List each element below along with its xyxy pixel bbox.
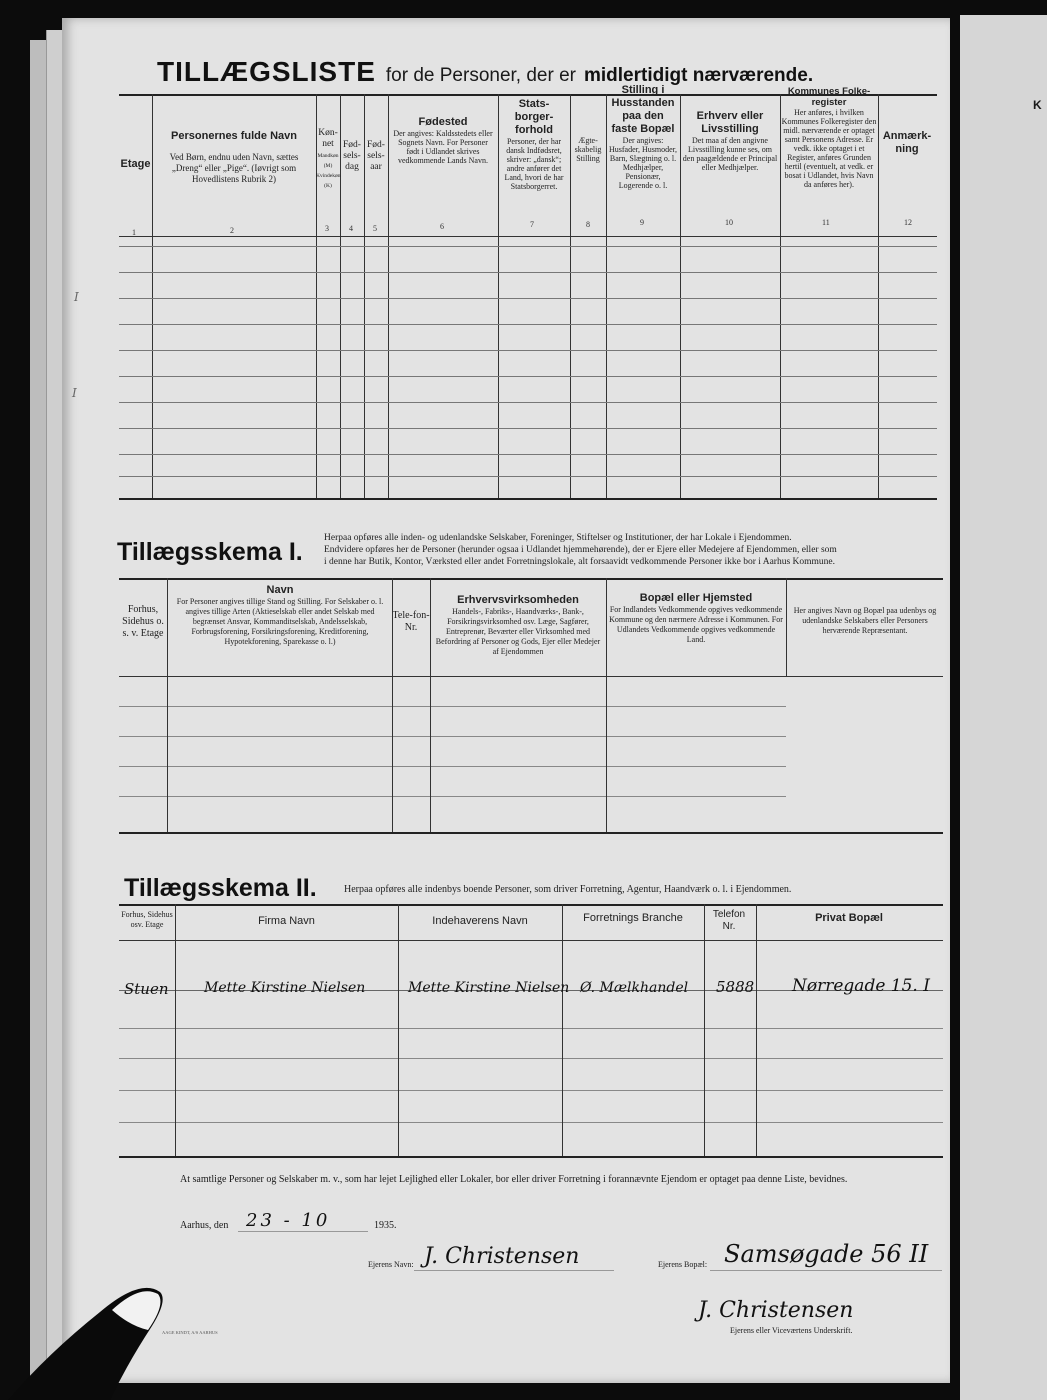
s2-col-etage: Forhus, Sidehus osv. Etage xyxy=(121,910,173,929)
s1-col-navn: Navn For Personer angives tillige Stand og Stilling. For Selskaber o. l. angives tillige Arten (Aktieselskab eller andet Selskab med begrænset Ansvar, Kommanditselskab, Andelsselskab, Forbrugsforening, Forsikringsforening, Kreditforening, Hypotekforening, Sparekasse o. l.) xyxy=(176,584,384,646)
col-aegteskabelig: Ægte-skabelig Stilling xyxy=(574,136,602,163)
facing-page xyxy=(960,15,1047,1400)
skema1-intro: Herpaa opføres alle inden- og udenlandske Selskaber, Foreninger, Stiftelser og Institutioner, der har Lokale i Ejendommen. Endvidere opføres her de Personer (herunder ogsaa i Udlandet hjemmehørende), der er Ejere eller Medejere af Ejendommen, eller som i denne har Butik, Kontor, Værksted eller andet Forretningslokale, alt forsaavidt vedkommende Personer ikke bor i Aarhus Kommune. xyxy=(324,533,837,567)
footer-place: Aarhus, den xyxy=(180,1220,229,1231)
s2-row-bopael: Nørregade 15. I xyxy=(792,976,930,996)
col-statsborgerforhold: Stats-borger-forhold Personer, der har dansk Indfødsret, skriver: „dansk“; andre anfører det Land, hvori de har Statsborgerret. xyxy=(504,98,564,191)
title-bold: TILLÆGSLISTE xyxy=(157,56,376,87)
owner-address-label: Ejerens Bopæl: xyxy=(658,1260,708,1269)
s2-row-telefon: 5888 xyxy=(716,978,755,996)
col-fodested: Fødested Der angives: Kaldsstedets eller Sognets Navn. For Personer født i Udlandet skrives vedkommende Lands Navn. xyxy=(393,116,493,165)
col-etage: Etage xyxy=(120,158,151,170)
scanner-finger xyxy=(0,1270,180,1400)
col-stilling-husstanden: Stilling i Husstanden paa den faste Bopæl Der angives: Husfader, Husmoder, Barn, Slægtning o. l. Medhjælper, Pensionær, Logerende o. l. xyxy=(608,84,677,190)
owner-name-label: Ejerens Navn: xyxy=(368,1260,414,1269)
skema2-intro: Herpaa opføres alle indenbys boende Personer, som driver Forretning, Agentur, Haandværk o. l. i Ejendommen. xyxy=(344,884,792,895)
col-anmaerkning: Anmærk-ning xyxy=(882,130,932,155)
s2-col-bopael: Privat Bopæl xyxy=(815,912,883,924)
signature-label: Ejerens eller Viceværtens Underskrift. xyxy=(730,1326,853,1335)
margin-mark-1: I xyxy=(74,290,79,304)
s2-col-firma: Firma Navn xyxy=(258,915,315,927)
colnum-4: 4 xyxy=(349,224,353,233)
s2-row-indehaver: Mette Kirstine Nielsen xyxy=(408,980,570,996)
s2-col-indehaver: Indehaverens Navn xyxy=(432,915,528,927)
col-konnet: Køn-net Mandkøn (M) Kvindekøn (K) xyxy=(316,128,341,189)
tillaegsliste-title xyxy=(157,56,813,88)
colnum-12: 12 xyxy=(904,218,912,227)
s1-col-etage: Forhus, Sidehus o. s. v. Etage xyxy=(122,604,164,639)
colnum-10: 10 xyxy=(725,218,733,227)
owner-address: Samsøgade 56 II xyxy=(724,1240,929,1268)
s2-col-telefon: Telefon Nr. xyxy=(712,909,746,932)
colnum-5: 5 xyxy=(373,224,377,233)
s1-col-bopael: Bopæl eller Hjemsted For Indlandets Vedkommende opgives vedkommende Kommune og den nærmere Adresse i Kommunen. For Udlandets Vedkommende opgives vedkommende Land. xyxy=(609,592,783,644)
col-erhverv: Erhverv eller Livsstilling Det maa af den angivne Livsstilling kunne ses, om den paagældende er Principal eller Medhjælper. xyxy=(682,110,778,172)
colnum-8: 8 xyxy=(586,220,590,229)
footer-date: 23 - 10 xyxy=(246,1210,331,1231)
s1-col-telefon: Tele-fon-Nr. xyxy=(392,610,430,633)
form-page xyxy=(62,18,950,1383)
colnum-1: 1 xyxy=(132,228,136,237)
colnum-6: 6 xyxy=(440,222,444,231)
col-folkeregister: Kommunes Folke-register Her anføres, i hvilken Kommunes Folkeregister den midl. nærværende er optaget samt Personens Adresse. Er vedk. ikke optaget i et Register, anføres Grunden hertil (eventuelt, at vedk. er bosat i Udlandet, hvis Navn da anføres her). xyxy=(781,86,877,189)
colnum-2: 2 xyxy=(230,226,234,235)
footer-year: 1935. xyxy=(374,1220,397,1231)
footer-attest: At samtlige Personer og Selskaber m. v., som har lejet Lejlighed eller Lokaler, bor eller driver Forretning i forannævnte Ejendom er optaget paa denne Liste, bevidnes. xyxy=(180,1174,848,1185)
title-end: midlertidigt nærværende. xyxy=(584,65,814,86)
skema1-title: Tillægsskema I. xyxy=(117,538,303,566)
margin-mark-2: I xyxy=(72,386,77,400)
signature: J. Christensen xyxy=(698,1298,854,1323)
col-personernes-navn: Personernes fulde Navn Ved Børn, endnu uden Navn, sættes „Dreng“ eller „Pige“. (Iøvrigt som Hovedlistens Rubrik 2) xyxy=(169,130,299,184)
skema2-title: Tillægsskema II. xyxy=(124,874,317,902)
colnum-3: 3 xyxy=(325,224,329,233)
col-fodselsdag: Fød-sels-dag xyxy=(343,140,361,172)
s1-col-erhverv: Erhvervsvirksomheden Handels-, Fabriks-, Haandværks-, Bank-, Forsikringsvirksomhed osv. Læge, Sagfører, Entreprenør, Beværter eller Virksomhed med Befordring af Personer og Gods, Ejer eller Medejer af Ejendommen xyxy=(435,594,601,656)
s2-row-etage: Stuen xyxy=(124,980,169,998)
s1-col-repraesentant: Her angives Navn og Bopæl paa udenbys og udenlandske Selskabers eller Personers herværende Repræsentant. xyxy=(793,606,937,635)
facing-page-text: K xyxy=(1033,98,1042,112)
colnum-7: 7 xyxy=(530,220,534,229)
title-mid: for de Personer, der er xyxy=(385,65,576,86)
s2-row-branche: Ø. Mælkhandel xyxy=(580,980,689,996)
s2-row-firma: Mette Kirstine Nielsen xyxy=(204,980,366,996)
colnum-9: 9 xyxy=(640,218,644,227)
colnum-11: 11 xyxy=(822,218,830,227)
col-fodselsaar: Fød-sels-aar xyxy=(367,140,385,172)
s2-col-branche: Forretnings Branche xyxy=(583,912,683,924)
printer-mark: AAGE KINDT, A/S AARHUS xyxy=(162,1330,218,1335)
owner-name: J. Christensen xyxy=(424,1244,580,1269)
